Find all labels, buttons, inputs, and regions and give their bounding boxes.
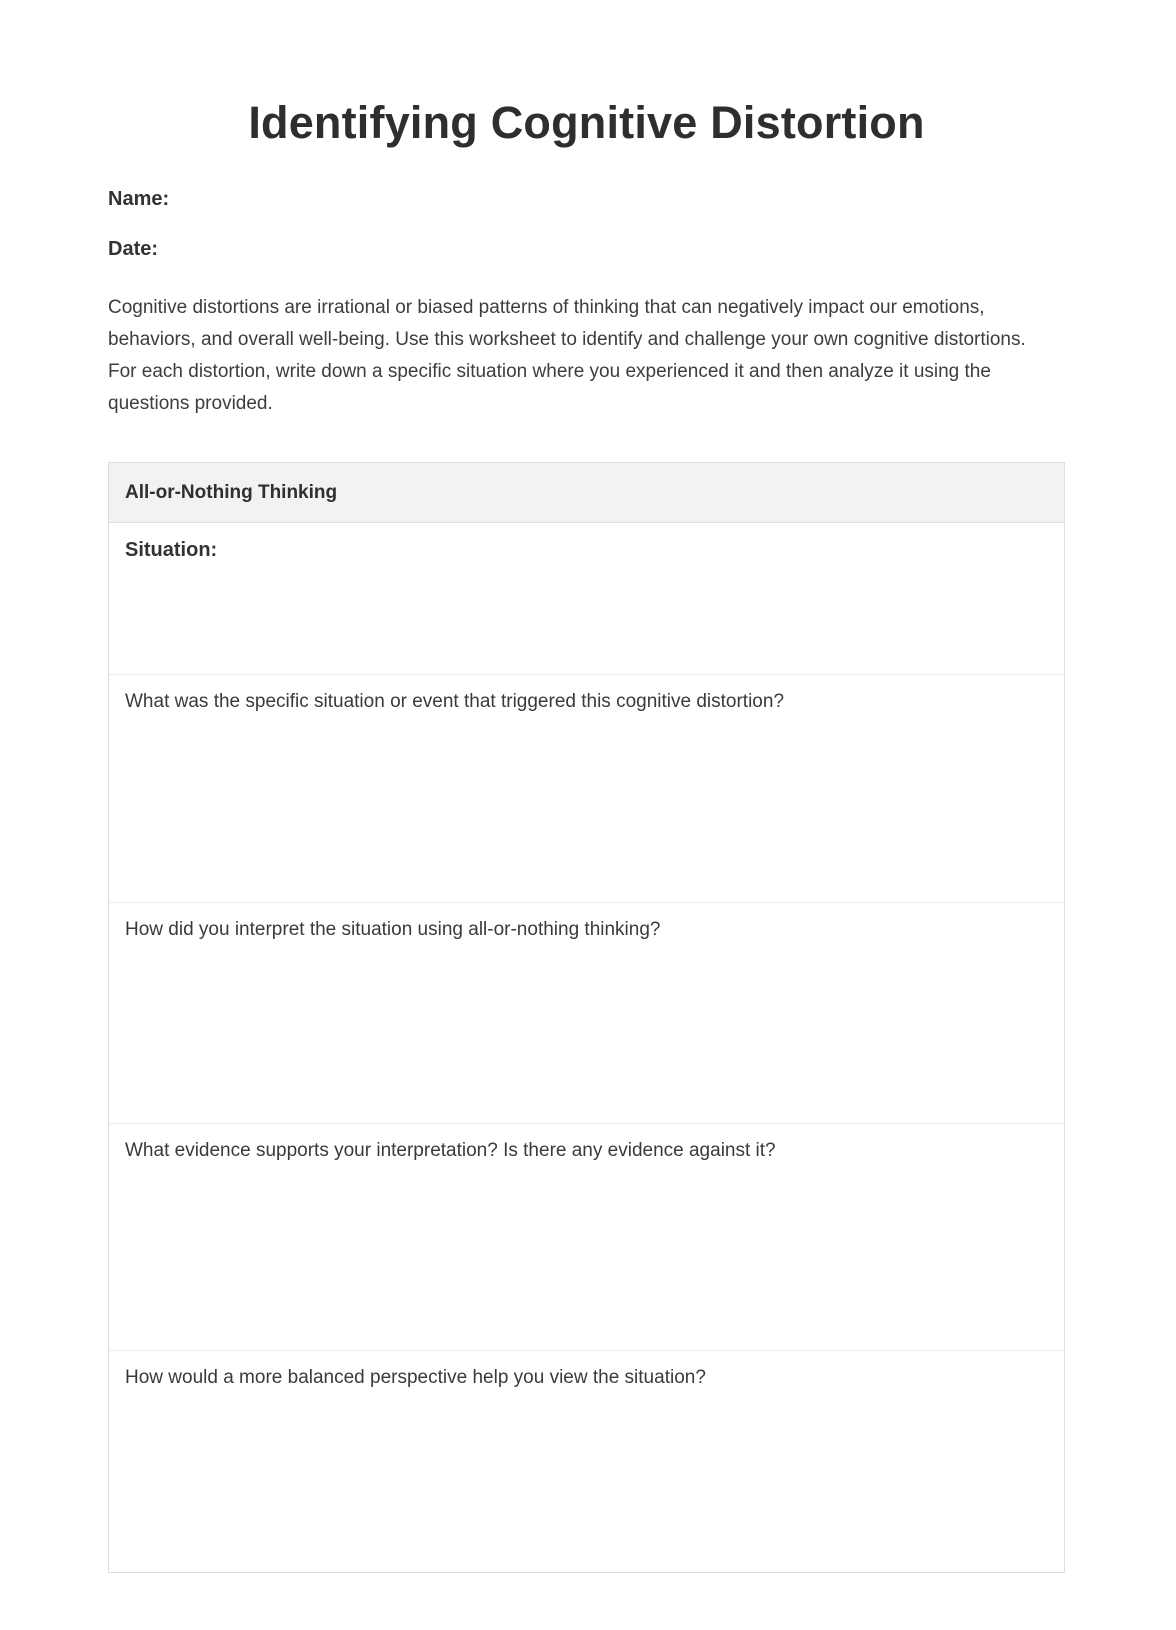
date-field-label: Date: <box>108 238 159 260</box>
situation-row <box>109 523 1064 675</box>
question-text-4: How would a more balanced perspective help you view the situation? <box>125 1367 706 1388</box>
question-text-2: How did you interpret the situation using all-or-nothing thinking? <box>125 919 661 940</box>
question-row-4 <box>109 1351 1064 1572</box>
question-text-3: What evidence supports your interpretation? Is there any evidence against it? <box>125 1140 776 1161</box>
name-field-label: Name: <box>108 188 170 210</box>
page-title: Identifying Cognitive Distortion <box>248 97 925 148</box>
question-text-1: What was the specific situation or event that triggered this cognitive distortion? <box>125 691 785 712</box>
question-row-2 <box>109 903 1064 1124</box>
question-row-3 <box>109 1124 1064 1351</box>
question-row-1 <box>109 675 1064 903</box>
table-header-all-or-nothing: All-or-Nothing Thinking <box>109 463 1064 523</box>
intro-paragraph: Cognitive distortions are irrational or biased patterns of thinking that can negatively impact our emotions, behaviors, and overall well-being. Use this worksheet to identify and challenge your own cognitive distortions. For each distortion, write down a specific situation where you experienced it and then analyze it using the questions provided. <box>108 297 1026 414</box>
worksheet-table <box>108 462 1065 1573</box>
situation-label: Situation: <box>125 539 218 561</box>
